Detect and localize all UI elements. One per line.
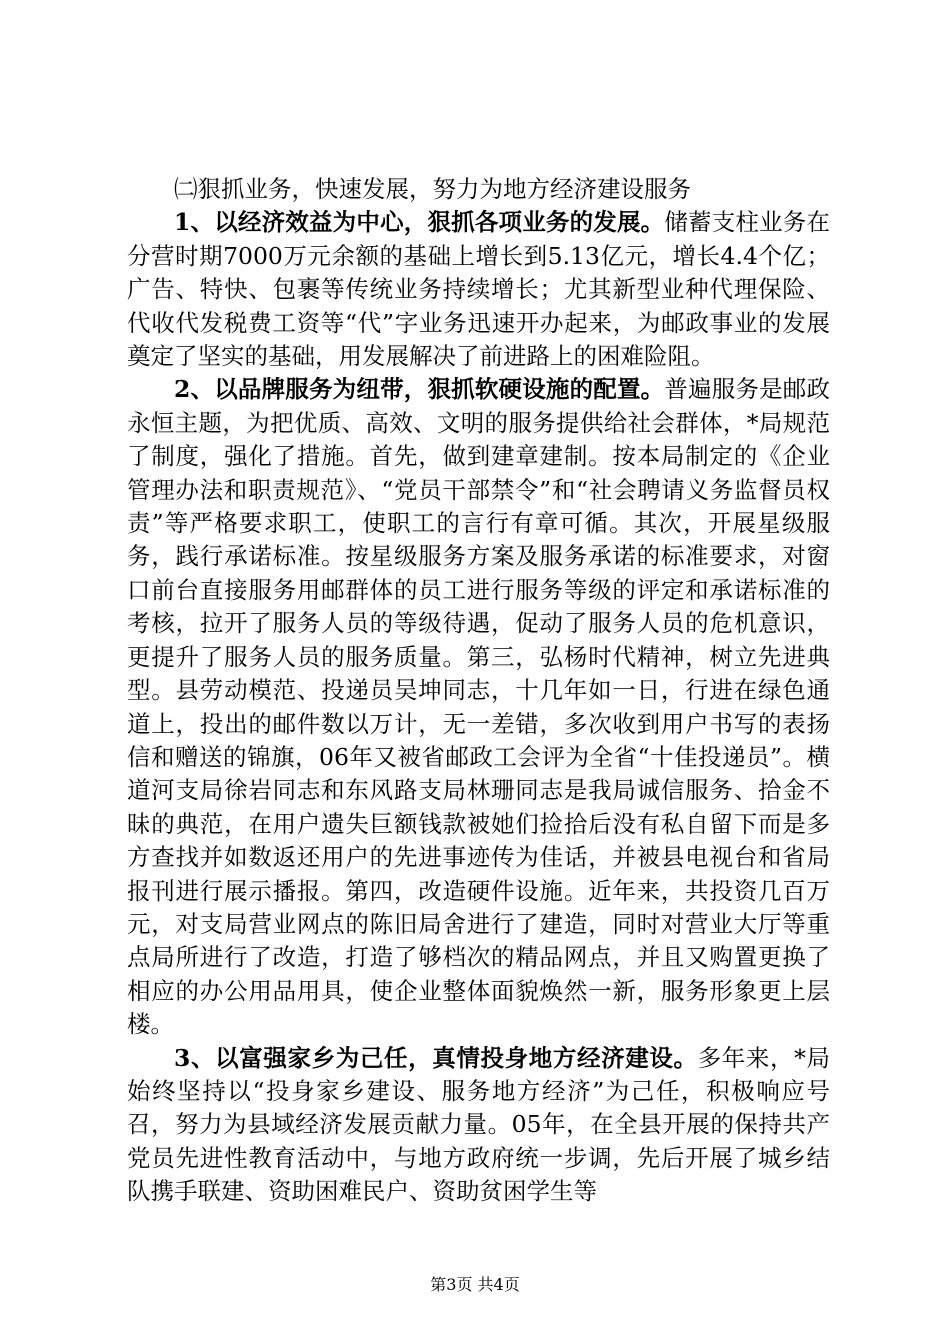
- paragraph-3: [127, 1042, 830, 1209]
- paragraph-1-lead: 1、以经济效益为中心，狠抓各项业务的发展。: [174, 208, 665, 237]
- paragraph-3-text: 多年来，*局始终坚持以“投身家乡建设、服务地方经济”为己任，积极响应号召，努力为县域经济发展贡献力量。05年，在全县开展的保持共产党员先进性教育活动中，与地方政府统一步调，先后开展了城乡结队携手联建、资助困难民户、资助贫困学生等: [127, 1043, 831, 1206]
- paragraph-1: [127, 206, 830, 373]
- page-number-footer: 第3页 共4页: [430, 1275, 520, 1294]
- paragraph-3-lead: 3、以富强家乡为己任，真情投身地方经济建设。: [174, 1043, 698, 1072]
- paragraph-2-text: 普遍服务是邮政永恒主题，为把优质、高效、文明的服务提供给社会群体，*局规范了制度，强化了措施。首先，做到建章建制。按本局制定的《企业管理办法和职责规范》、“党员干部禁令”和“社会聘请义务监督员权责”等严格要求职工，使职工的言行有章可循。其次，开展星级服务，践行承诺标准。按星级服务方案及服务承诺的标准要求，对窗口前台直接服务用邮群体的员工进行服务等级的评定和承诺标准的考核，拉开了服务人员的等级待遇，促动了服务人员的危机意识，更提升了服务人员的服务质量。第三，弘杨时代精神，树立先进典型。县劳动模范、投递员吴坤同志，十几年如一日，行进在绿色通道上，投出的邮件数以万计，无一差错，多次收到用户书写的表扬信和赠送的锦旗，06年又被省邮政工会评为全省“十佳投递员”。横道河支局徐岩同志和东风路支局林珊同志是我局诚信服务、拾金不昧的典范，在用户遗失巨额钱款被她们捡拾后没有私自留下而是多方查找并如数返还用户的先进事迹传为佳话，并被县电视台和省局报刊进行展示播报。第四，改造硬件设施。近年来，共投资几百万元，对支局营业网点的陈旧局舍进行了建造，同时对营业大厅等重点局所进行了改造，打造了够档次的精品网点，并且又购置更换了相应的办公用品用具，使企业整体面貌焕然一新，服务形象更上层楼。: [127, 375, 831, 1039]
- section-heading: ㈡狠抓业务，快速发展，努力为地方经济建设服务: [174, 175, 691, 203]
- paragraph-2: [127, 373, 830, 1041]
- paragraph-2-lead: 2、以品牌服务为纽带，狠抓软硬设施的配置。: [174, 375, 665, 404]
- paragraph-1-text: 储蓄支柱业务在分营时期7000万元余额的基础上增长到5.13亿元，增长4.4个亿；广告、特快、包裹等传统业务持续增长；尤其新型业种代理保险、代收代发税费工资等“代”字业务迅速开办起来，为邮政事业的发展奠定了坚实的基础，用发展解决了前进路上的困难险阻。: [127, 208, 831, 371]
- document-body: [127, 173, 830, 1209]
